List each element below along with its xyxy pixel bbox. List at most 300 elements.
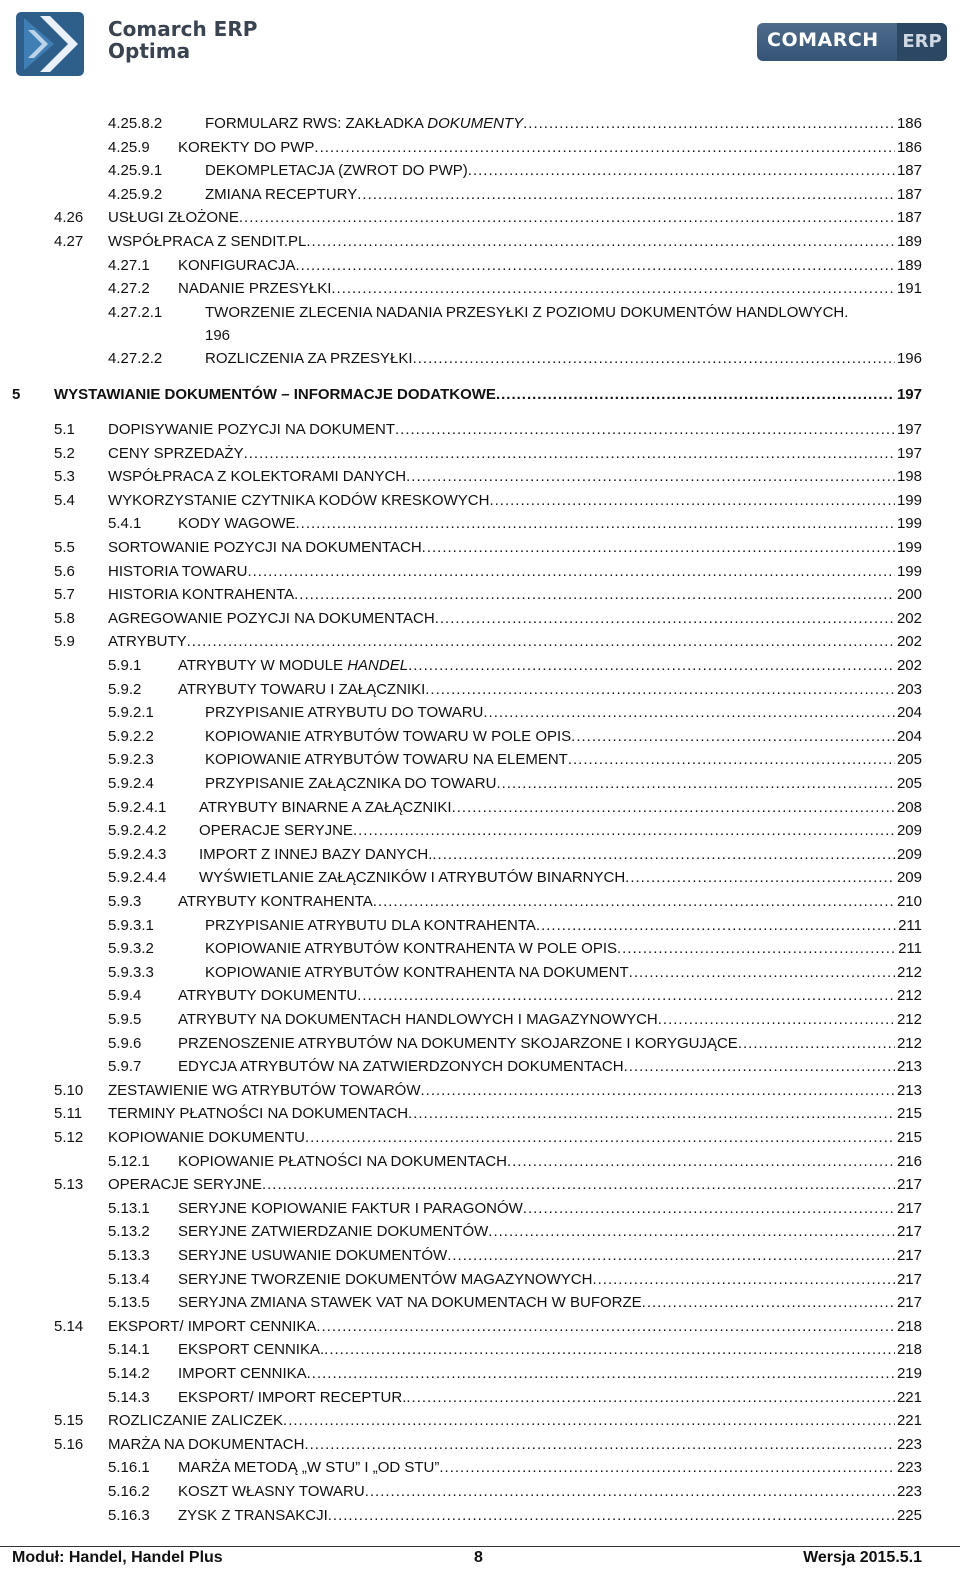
- toc-entry-title: [108, 490, 489, 512]
- toc-entry-number: 5.11: [54, 1105, 83, 1123]
- toc-entry[interactable]: [0, 1363, 922, 1385]
- toc-entry[interactable]: [0, 1127, 922, 1149]
- toc-leader-dots: [496, 773, 895, 795]
- toc-entry-page: 204: [896, 704, 922, 722]
- toc-entry[interactable]: [0, 207, 922, 229]
- toc-entry-title-text: AGREGOWANIE POZYCJI NA DOKUMENTACH: [108, 609, 435, 627]
- toc-entry-title-text: KOPIOWANIE DOKUMENTU: [108, 1129, 305, 1146]
- toc-entry-title-italic: HANDEL: [347, 657, 409, 674]
- toc-entry-title-text: KOPIOWANIE PŁATNOŚCI NA DOKUMENTACH: [178, 1152, 507, 1170]
- toc-entry-number: 5.16.1: [108, 1459, 150, 1477]
- toc-entry-title-text: ATRYBUTY BINARNE A ZAŁĄCZNIKI: [199, 798, 452, 816]
- toc-entry[interactable]: [0, 1316, 922, 1338]
- toc-entry-page: 205: [896, 775, 922, 792]
- toc-entry[interactable]: [0, 1387, 922, 1409]
- toc-entry-title: [108, 466, 406, 488]
- toc-entry[interactable]: [0, 113, 922, 135]
- toc-entry-page: 225: [896, 1506, 922, 1524]
- toc-entry-number: 5.9.3.3: [108, 963, 154, 981]
- toc-entry-page: 223: [896, 1483, 922, 1500]
- toc-leader-dots: [353, 820, 895, 842]
- toc-leader-dots: [568, 749, 895, 771]
- toc-entry-title: [108, 207, 239, 229]
- toc-entry-title: [199, 820, 353, 842]
- toc-entry-page: 191: [896, 280, 922, 298]
- toc-entry-title: [205, 348, 413, 370]
- toc-entry-title-text: WYŚWIETLANIE ZAŁĄCZNIKÓW I ATRYBUTÓW BINARNYCH: [199, 869, 626, 887]
- toc-leader-dots: [468, 160, 895, 182]
- toc-leader-dots: [625, 867, 895, 889]
- toc-entry-number: 5.2: [54, 444, 75, 462]
- toc-leader-dots: [408, 1103, 895, 1125]
- toc-leader-dots: [316, 1316, 895, 1338]
- toc-entry[interactable]: [0, 844, 922, 866]
- toc-entry-title: [108, 1316, 316, 1338]
- toc-entry-number: 4.27.2.1: [108, 303, 163, 321]
- toc-leader-dots: [536, 915, 896, 937]
- toc-entry[interactable]: [0, 1198, 922, 1220]
- toc-leader-dots: [262, 1174, 895, 1196]
- toc-entry-page: 210: [896, 893, 922, 910]
- toc-entry[interactable]: [0, 985, 922, 1007]
- toc-entry-number: 5.13.1: [108, 1199, 150, 1217]
- toc-entry-number: 5.4: [54, 491, 75, 509]
- toc-leader-dots: [523, 1198, 895, 1220]
- toc-entry-number: 5.16: [54, 1435, 84, 1453]
- toc-entry-title: [205, 962, 629, 984]
- footer-version: Wersja 2015.5.1: [803, 1549, 922, 1566]
- toc-entry-title-text: ZMIANA RECEPTURY: [205, 185, 358, 203]
- toc-entry[interactable]: [0, 419, 922, 441]
- toc-entry-title-text: KONFIGURACJA: [178, 256, 296, 274]
- toc-entry[interactable]: [0, 466, 922, 488]
- toc-entry-title-text: SERYJNE ZATWIERDZANIE DOKUMENTÓW: [178, 1223, 489, 1241]
- toc-entry-number: 5.14: [54, 1317, 84, 1335]
- toc-entry-page: 199: [896, 539, 922, 556]
- toc-entry[interactable]: [0, 490, 922, 512]
- toc-entry-title: [108, 443, 244, 465]
- toc-entry[interactable]: [0, 962, 922, 984]
- toc-entry[interactable]: [0, 726, 922, 748]
- toc-entry[interactable]: [0, 1174, 922, 1196]
- toc-entry-page: 209: [896, 822, 922, 840]
- toc-entry-page: 213: [896, 1081, 922, 1099]
- toc-entry-title-text: DOPISYWANIE POZYCJI NA DOKUMENT: [108, 421, 395, 438]
- toc-leader-dots: [658, 1009, 895, 1031]
- toc-entry-page: 211: [898, 916, 922, 934]
- toc-entry-title-text: ZESTAWIENIE WG ATRYBUTÓW TOWARÓW: [108, 1081, 421, 1099]
- toc-entry-page: 212: [896, 1011, 922, 1028]
- toc-entry-title-text: TERMINY PŁATNOŚCI NA DOKUMENTACH: [108, 1105, 409, 1123]
- toc-entry-title-text: PRZYPISANIE ATRYBUTU DLA KONTRAHENTA: [205, 916, 536, 934]
- toc-entry-number: 5.9.2.1: [108, 704, 154, 722]
- toc-entry-title: [108, 1174, 262, 1196]
- toc-entry[interactable]: [0, 137, 922, 159]
- toc-leader-dots: [406, 1387, 895, 1409]
- toc-entry-page: 199: [896, 562, 922, 580]
- toc-leader-dots: [488, 1221, 895, 1243]
- toc-entry-number: 5.9.3: [108, 893, 142, 910]
- toc-entry-title-text: EDYCJA ATRYBUTÓW NA ZATWIERDZONYCH DOKUMENTACH: [178, 1058, 624, 1076]
- toc-leader-dots: [408, 655, 895, 677]
- toc-leader-dots: [307, 1363, 895, 1385]
- toc-entry[interactable]: [0, 160, 922, 182]
- toc-entry[interactable]: [0, 231, 922, 253]
- toc-entry[interactable]: [0, 513, 922, 535]
- page-footer: [0, 1546, 960, 1569]
- badge-erp-text: ERP: [897, 23, 947, 61]
- toc-leader-dots: [629, 962, 895, 984]
- toc-leader-dots: [306, 231, 895, 253]
- toc-entry-page: 219: [896, 1365, 922, 1382]
- toc-entry[interactable]: [0, 1033, 922, 1055]
- toc-entry-number: 5.14.2: [108, 1365, 150, 1382]
- toc-leader-dots: [422, 537, 895, 559]
- toc-entry[interactable]: [0, 867, 922, 889]
- toc-entry-title-text: WYSTAWIANIE DOKUMENTÓW – INFORMACJE DODATKOWE: [54, 386, 496, 403]
- toc-entry-title-text: USŁUGI ZŁOŻONE: [108, 209, 239, 227]
- toc-entry-page: 223: [896, 1459, 922, 1477]
- toc-entry-number: 5.9.5: [108, 1011, 142, 1028]
- toc-entry[interactable]: [0, 1245, 922, 1267]
- toc-entry-page: 215: [896, 1105, 922, 1123]
- toc-entry-page: 218: [896, 1341, 922, 1359]
- toc-entry-page: 198: [896, 468, 922, 486]
- toc-entry-title-text: FORMULARZ RWS: ZAKŁADKA: [205, 115, 428, 132]
- toc-entry-number: 5.9: [54, 633, 75, 651]
- toc-entry-title: [199, 797, 452, 819]
- toc-leader-dots: [435, 608, 895, 630]
- toc-entry[interactable]: [0, 1221, 922, 1243]
- toc-entry-title-text: PRZENOSZENIE ATRYBUTÓW NA DOKUMENTY SKOJARZONE I KORYGUJĄCE: [178, 1034, 738, 1052]
- toc-entry-page: 200: [896, 586, 922, 604]
- toc-entry[interactable]: [0, 1009, 922, 1031]
- toc-entry-number: 5.9.2: [108, 680, 142, 698]
- toc-leader-dots: [489, 490, 895, 512]
- toc-entry-number: 5.5: [54, 539, 75, 556]
- toc-entry-page: 186: [896, 138, 922, 156]
- toc-entry[interactable]: [0, 537, 922, 559]
- toc-entry[interactable]: [0, 631, 922, 653]
- toc-entry-title-text: ATRYBUTY: [108, 633, 187, 651]
- toc-entry-number: 5.13.3: [108, 1247, 150, 1264]
- toc-leader-dots: [507, 1151, 895, 1173]
- toc-entry-number: 4.25.8.2: [108, 115, 163, 132]
- toc-entry-title: [178, 1009, 658, 1031]
- toc-entry[interactable]: [0, 1103, 922, 1125]
- toc-entry[interactable]: [0, 1410, 922, 1432]
- toc-entry-title: [108, 231, 306, 253]
- toc-entry-title: [178, 1481, 365, 1503]
- toc-entry-title-text: MARŻA NA DOKUMENTACH: [108, 1435, 305, 1453]
- toc-entry-title: [108, 1434, 304, 1456]
- toc-entry[interactable]: [0, 278, 922, 300]
- toc-entry-page: 217: [896, 1199, 922, 1217]
- toc-entry-page: 189: [896, 233, 922, 250]
- toc-entry-title-text: IMPORT CENNIKA: [178, 1365, 307, 1382]
- toc-leader-dots: [331, 278, 895, 300]
- toc-entry-title: [205, 160, 468, 182]
- toc-entry-title-text: ATRYBUTY DOKUMENTU: [178, 987, 358, 1005]
- toc-leader-dots: [239, 207, 895, 229]
- toc-entry-number: 5.7: [54, 586, 75, 604]
- toc-entry-title: [205, 184, 357, 206]
- toc-entry-number: 5.9.7: [108, 1058, 142, 1076]
- toc-entry-number: 4.25.9: [108, 138, 150, 156]
- toc-entry-title: [205, 749, 568, 771]
- toc-entry-title: [108, 1410, 283, 1432]
- toc-entry-page: 202: [896, 633, 922, 651]
- toc-entry-number: 5: [12, 386, 21, 403]
- toc-leader-dots: [439, 1457, 895, 1479]
- toc-entry[interactable]: [0, 1151, 922, 1173]
- toc-entry-title: [178, 278, 331, 300]
- toc-entry-title-text: ROZLICZENIA ZA PRZESYŁKI: [205, 350, 413, 368]
- toc-entry[interactable]: [0, 184, 922, 206]
- toc-entry-number: 5.9.6: [108, 1034, 142, 1052]
- toc-leader-dots: [421, 1080, 895, 1102]
- toc-entry-page: 217: [896, 1247, 922, 1264]
- toc-entry[interactable]: [0, 561, 922, 583]
- toc-entry-number: 5.9.2.4.4: [108, 869, 167, 887]
- toc-leader-dots: [395, 419, 895, 441]
- toc-entry-title: [108, 584, 294, 606]
- toc-entry-title-text: ATRYBUTY W MODULE: [178, 657, 348, 674]
- toc-entry-page: 217: [896, 1176, 922, 1194]
- toc-entry-title: [178, 1505, 328, 1527]
- toc-entry-number: 5.14.3: [108, 1388, 150, 1406]
- toc-entry[interactable]: [0, 891, 922, 913]
- toc-entry[interactable]: [0, 348, 922, 370]
- toc-entry[interactable]: [0, 1292, 922, 1314]
- toc-entry-title-text: SORTOWANIE POZYCJI NA DOKUMENTACH: [108, 539, 422, 556]
- toc-entry-page: 204: [896, 727, 922, 745]
- toc-entry-title-text: NADANIE PRZESYŁKI: [178, 280, 332, 298]
- toc-leader-dots: [304, 1434, 895, 1456]
- toc-entry-number: 5.1: [54, 421, 75, 438]
- toc-entry-title: [205, 113, 523, 135]
- toc-entry[interactable]: [0, 1339, 922, 1361]
- toc-entry[interactable]: [0, 302, 922, 324]
- toc-leader-dots: [373, 891, 895, 913]
- toc-entry-title-text: HISTORIA TOWARU: [108, 562, 248, 580]
- toc-entry[interactable]: [0, 255, 922, 277]
- toc-leader-dots: [365, 1481, 895, 1503]
- toc-entry-title: [178, 1363, 307, 1385]
- toc-leader-dots: [247, 561, 895, 583]
- toc-entry-title-text: HISTORIA KONTRAHENTA: [108, 586, 295, 604]
- toc-entry-page: 202: [896, 609, 922, 627]
- toc-entry-number: 5.12: [54, 1129, 84, 1146]
- toc-entry[interactable]: [0, 608, 922, 630]
- toc-entry-page: 212: [896, 963, 922, 981]
- toc-entry-page: 221: [896, 1412, 922, 1430]
- toc-entry-page: 197: [896, 444, 922, 462]
- toc-entry[interactable]: [0, 443, 922, 465]
- toc-entry-title-text: CENY SPRZEDAŻY: [108, 444, 244, 462]
- toc-entry[interactable]: [0, 773, 922, 795]
- footer-module: Moduł: Handel, Handel Plus: [12, 1549, 223, 1566]
- toc-entry-title-text: KODY WAGOWE: [178, 515, 296, 533]
- toc-entry-title-text: TWORZENIE ZLECENIA NADANIA PRZESYŁKI Z POZIOMU DOKUMENTÓW HANDLOWYCH.: [205, 303, 849, 321]
- toc-entry[interactable]: [0, 702, 922, 724]
- toc-entry[interactable]: [0, 1056, 922, 1078]
- toc-entry-title: [178, 655, 408, 677]
- toc-leader-dots: [406, 466, 895, 488]
- toc-entry-title: [178, 1339, 324, 1361]
- toc-entry[interactable]: [0, 749, 922, 771]
- toc-entry-title-text: MARŻA METODĄ „W STU” I „OD STU”: [178, 1459, 440, 1477]
- toc-entry-title-text: ZYSK Z TRANSAKCJI: [178, 1506, 328, 1524]
- toc-entry-number: 5.9.2.2: [108, 727, 154, 745]
- toc-entry-page: 187: [896, 209, 922, 227]
- toc-entry-page: 213: [896, 1058, 922, 1076]
- toc-entry-number: 5.13.4: [108, 1270, 150, 1288]
- toc-entry-title-text: KOPIOWANIE ATRYBUTÓW TOWARU NA ELEMENT: [205, 751, 568, 769]
- toc-entry-title-text: EKSPORT CENNIKA.: [178, 1341, 325, 1359]
- toc-entry-title: [108, 1080, 421, 1102]
- toc-entry-page: 187: [896, 162, 922, 180]
- toc-entry-title-text: OPERACJE SERYJNE: [199, 822, 353, 840]
- toc-entry-title: [108, 561, 247, 583]
- toc-entry-title-text: ATRYBUTY TOWARU I ZAŁĄCZNIKI: [178, 680, 426, 698]
- comarch-badge: [757, 23, 947, 61]
- toc-entry-title-text: PRZYPISANIE ATRYBUTU DO TOWARU: [205, 704, 484, 722]
- toc-entry-title: [205, 938, 617, 960]
- toc-entry-number: 5.8: [54, 609, 75, 627]
- toc-entry[interactable]: [0, 938, 922, 960]
- toc-leader-dots: [296, 513, 895, 535]
- toc-leader-dots: [187, 631, 895, 653]
- toc-entry-page: 189: [896, 256, 922, 274]
- toc-entry-page: 205: [896, 751, 922, 769]
- comarch-erp-logo-icon: [14, 8, 86, 80]
- footer-page-number: 8: [474, 1549, 483, 1566]
- toc-entry[interactable]: [0, 655, 922, 677]
- toc-entry[interactable]: [0, 1080, 922, 1102]
- toc-leader-dots: [296, 255, 895, 277]
- toc-entry-page: 196: [205, 326, 231, 344]
- toc-entry-page: 186: [896, 115, 922, 132]
- toc-leader-dots: [357, 184, 895, 206]
- toc-leader-dots: [624, 1056, 895, 1078]
- toc-entry-title: [178, 1033, 738, 1055]
- toc-entry[interactable]: [0, 384, 922, 406]
- toc-entry-title: [108, 631, 187, 653]
- toc-entry-number: 5.9.3.2: [108, 940, 154, 958]
- toc-entry[interactable]: [0, 1434, 922, 1456]
- toc-entry[interactable]: [0, 1269, 922, 1291]
- toc-entry-title: [178, 1151, 507, 1173]
- toc-entry-title-text: KOPIOWANIE ATRYBUTÓW TOWARU W POLE OPIS: [205, 727, 572, 745]
- toc-entry-number: 4.27.1: [108, 256, 150, 274]
- toc-leader-dots: [483, 702, 895, 724]
- toc-entry[interactable]: [0, 797, 922, 819]
- toc-entry-title-text: EKSPORT/ IMPORT RECEPTUR.: [178, 1388, 407, 1406]
- toc-entry-page: 197: [896, 386, 922, 403]
- toc-entry-title: [205, 302, 848, 324]
- toc-entry-title: [178, 679, 425, 701]
- toc-entry-number: 5.12.1: [108, 1152, 150, 1170]
- toc-entry-title-text: DEKOMPLETACJA (ZWROT DO PWP): [205, 162, 468, 180]
- brand-line-1: Comarch ERP: [108, 17, 258, 41]
- toc-entry[interactable]: [0, 679, 922, 701]
- toc-entry-page: 199: [896, 491, 922, 509]
- toc-entry-title-text: PRZYPISANIE ZAŁĄCZNIKA DO TOWARU: [205, 775, 497, 792]
- toc-entry[interactable]: [0, 1481, 922, 1503]
- toc-entry-title: [178, 1221, 488, 1243]
- toc-entry-title: [178, 891, 373, 913]
- toc-entry-page: 217: [896, 1223, 922, 1241]
- toc-entry[interactable]: [0, 584, 922, 606]
- toc-entry[interactable]: [0, 1457, 922, 1479]
- toc-leader-dots: [324, 1339, 895, 1361]
- toc-entry-number: 5.16.2: [108, 1483, 150, 1500]
- toc-entry-title: [108, 419, 395, 441]
- toc-entry[interactable]: [0, 915, 922, 937]
- toc-entry-title-text: ATRYBUTY NA DOKUMENTACH HANDLOWYCH I MAGAZYNOWYCH: [178, 1011, 658, 1028]
- toc-leader-dots: [244, 443, 895, 465]
- toc-entry[interactable]: [0, 1505, 922, 1527]
- toc-entry-page: 212: [896, 1034, 922, 1052]
- toc-entry[interactable]: [0, 820, 922, 842]
- brand-text: [108, 18, 257, 62]
- toc-entry-title-text: WSPÓŁPRACA Z KOLEKTORAMI DANYCH: [108, 468, 407, 486]
- toc-entry-number: 4.27.2.2: [108, 350, 163, 368]
- toc-entry-page: 221: [896, 1388, 922, 1406]
- toc-leader-dots: [425, 679, 895, 701]
- toc-leader-dots: [617, 938, 896, 960]
- toc-entry-number: 4.25.9.1: [108, 162, 163, 180]
- toc-entry-number: 5.9.2.4.1: [108, 798, 167, 816]
- toc-entry-title-text: WYKORZYSTANIE CZYTNIKA KODÓW KRESKOWYCH: [108, 491, 490, 509]
- toc-leader-dots: [328, 1505, 895, 1527]
- toc-entry-page: 209: [896, 869, 922, 887]
- toc-entry-number: 5.9.4: [108, 987, 142, 1005]
- toc-entry-title-text: OPERACJE SERYJNE: [108, 1176, 262, 1194]
- toc-entry-title-text: ROZLICZANIE ZALICZEK: [108, 1412, 284, 1430]
- toc-entry-title: [199, 844, 432, 866]
- toc-entry-page: 223: [896, 1435, 922, 1453]
- toc-entry-page: 203: [896, 680, 922, 698]
- toc-entry-title: [108, 537, 422, 559]
- toc-leader-dots: [283, 1410, 895, 1432]
- toc-entry-title-text: WSPÓŁPRACA Z SENDIT.PL: [108, 233, 307, 250]
- toc-entry-page: 199: [896, 515, 922, 533]
- toc-leader-dots: [496, 384, 895, 406]
- toc-leader-dots: [432, 844, 895, 866]
- toc-entry-title: [178, 1056, 624, 1078]
- toc-entry-number: 4.27: [54, 233, 84, 250]
- toc-entry-title: [205, 726, 571, 748]
- toc-entry-title-text: KOPIOWANIE ATRYBUTÓW KONTRAHENTA NA DOKUMENT: [205, 963, 629, 981]
- toc-entry-number: 5.9.2.4.2: [108, 822, 167, 840]
- toc-entry-title: [178, 1457, 439, 1479]
- toc-entry-title: [108, 1127, 305, 1149]
- toc-entry-number: 5.9.2.4: [108, 775, 154, 792]
- toc-entry-title-text: KOREKTY DO PWP: [178, 138, 315, 156]
- toc-entry-page: 212: [896, 987, 922, 1005]
- toc-entry-title-text: IMPORT Z INNEJ BAZY DANYCH.: [199, 845, 433, 863]
- toc-entry-number: 5.13: [54, 1176, 84, 1194]
- toc-leader-dots: [571, 726, 895, 748]
- toc-entry-number: 5.3: [54, 468, 75, 486]
- toc-entry-number: 5.9.1: [108, 657, 142, 674]
- toc-leader-dots: [305, 1127, 895, 1149]
- toc-leader-dots: [447, 1245, 895, 1267]
- toc-leader-dots: [413, 348, 895, 370]
- toc-entry-page: 202: [896, 657, 922, 674]
